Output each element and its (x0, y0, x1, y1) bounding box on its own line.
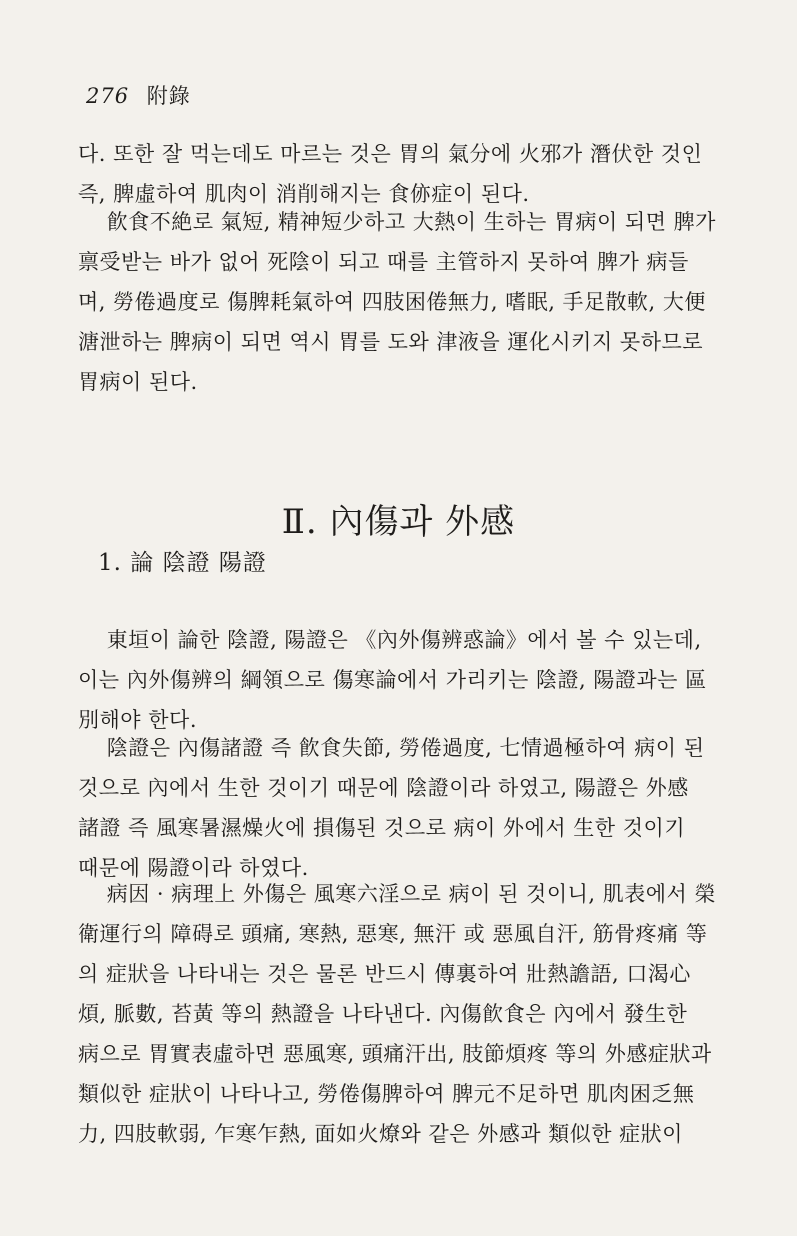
text-line: 病으로 胃實表虛하면 惡風寒, 頭痛汗出, 肢節煩疼 等의 外感症狀과 (78, 1042, 712, 1066)
body-paragraph (78, 874, 718, 1154)
text-line: 며, 勞倦過度로 傷脾耗氣하여 四肢困倦無力, 嗜眠, 手足散軟, 大便 (78, 290, 706, 314)
body-paragraph (78, 620, 718, 740)
text-line: 別해야 한다. (78, 708, 197, 732)
text-line: 類似한 症狀이 나타나고, 勞倦傷脾하여 脾元不足하면 肌肉困乏無 (78, 1082, 695, 1106)
text-line: 즉, 脾虛하여 肌肉이 消削해지는 食㑊症이 된다. (78, 182, 530, 206)
text-line: 이는 內外傷辨의 綱領으로 傷寒論에서 가리키는 陰證, 陽證과는 區 (78, 668, 707, 692)
text-line: 飮食不絶로 氣短, 精神短少하고 大熱이 生하는 胃病이 되면 脾가 (78, 210, 716, 234)
page-number: 276 (86, 84, 130, 108)
text-line: 것으로 內에서 生한 것이기 때문에 陰證이라 하였고, 陽證은 外感 (78, 776, 689, 800)
text-line: 煩, 脈數, 苔黃 等의 熱證을 나타낸다. 內傷飮食은 內에서 發生한 (78, 1002, 688, 1026)
text-line: 의 症狀을 나타내는 것은 물론 반드시 傳裏하여 壯熱譫語, 口渴心 (78, 962, 691, 986)
text-line: 때문에 陽證이라 하였다. (78, 856, 309, 880)
text-line: 禀受받는 바가 없어 死陰이 되고 때를 主管하지 못하여 脾가 病들 (78, 250, 689, 274)
text-line: 衛運行의 障碍로 頭痛, 寒熱, 惡寒, 無汗 或 惡風自汗, 筋骨疼痛 等 (78, 922, 708, 946)
text-line: 溏泄하는 脾病이 되면 역시 胃를 도와 津液을 運化시키지 못하므로 (78, 330, 704, 354)
text-line: 諸證 즉 風寒暑濕燥火에 損傷된 것으로 病이 外에서 生한 것이기 (78, 816, 686, 840)
body-paragraph (78, 728, 718, 888)
text-line: 東垣이 論한 陰證, 陽證은 《內外傷辨惑論》에서 볼 수 있는데, (78, 628, 702, 652)
text-line: 胃病이 된다. (78, 370, 198, 394)
body-paragraph (78, 202, 718, 402)
page-header (86, 80, 191, 110)
sub-heading: 1. 論 陰證 陽證 (98, 550, 267, 576)
section-title: Ⅱ. 內傷과 外感 (281, 502, 516, 543)
text-line: 陰證은 內傷諸證 즉 飮食失節, 勞倦過度, 七情過極하여 病이 된 (78, 736, 705, 760)
running-section-title: 附錄 (146, 84, 191, 108)
text-line: 病因 · 病理上 外傷은 風寒六淫으로 病이 된 것이니, 肌表에서 榮 (78, 882, 716, 906)
text-line: 力, 四肢軟弱, 乍寒乍熱, 面如火燎와 같은 外感과 類似한 症狀이 (78, 1122, 683, 1146)
text-line: 다. 또한 잘 먹는데도 마르는 것은 胃의 氣分에 火邪가 潛伏한 것인 (78, 142, 703, 166)
